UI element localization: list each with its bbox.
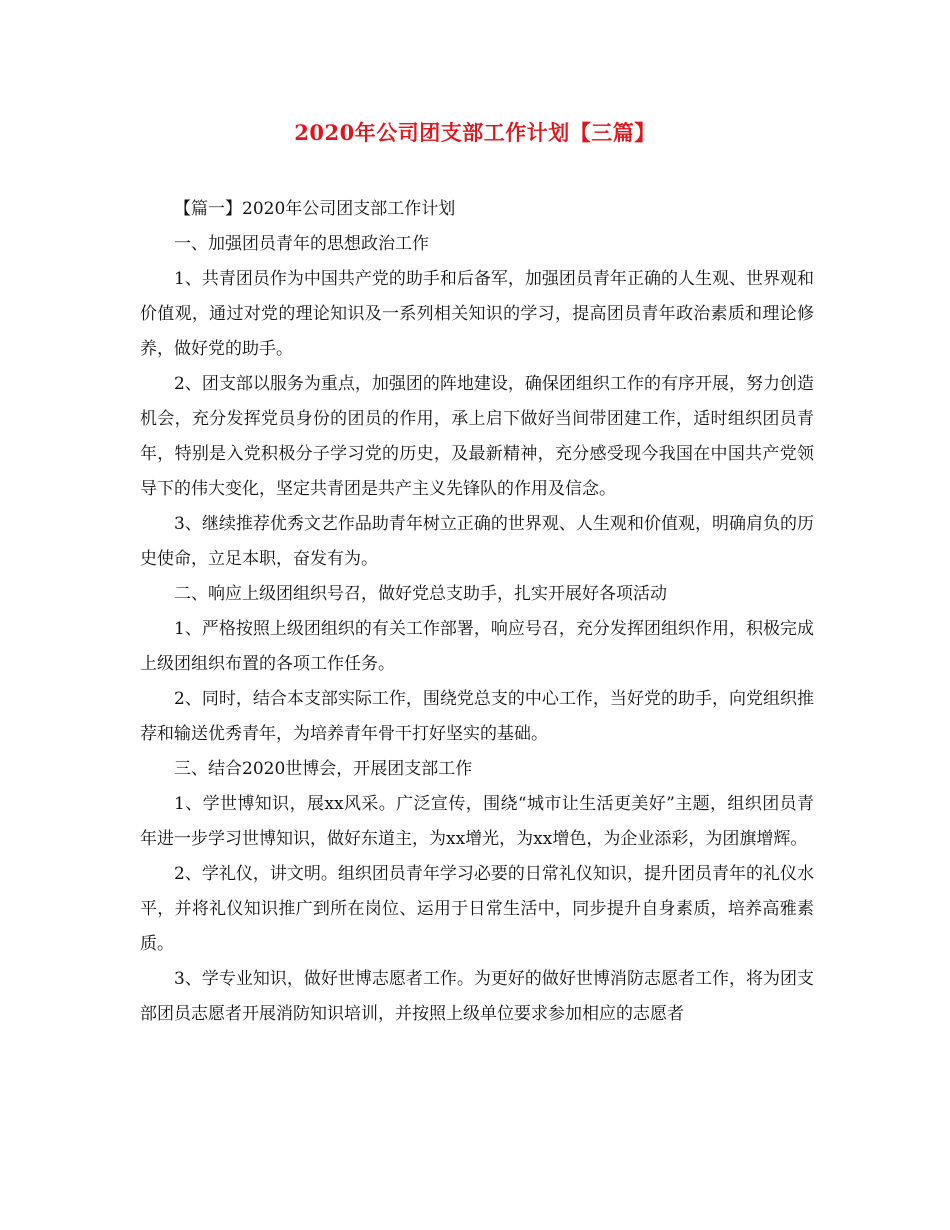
paragraph-1-2: 2、团支部以服务为重点，加强团的阵地建设，确保团组织工作的有序开展，努力创造机会，充分发挥党员身份的团员的作用，承上启下做好当间带团建工作，适时组织团员青年，特别是入党积极分子学习党的历史，及最新精神，充分感受现今我国在中国共产党领导下的伟大变化，坚定共青团是共产主义先锋队的作用及信念。 <box>140 374 814 499</box>
paragraph-1-3: 3、继续推荐优秀文艺作品助青年树立正确的世界观、人生观和价值观，明确肩负的历史使命，立足本职，奋发有为。 <box>140 514 814 569</box>
paragraph-3-1: 1、学世博知识，展xx风采。广泛宣传，围绕“城市让生活更美好”主题，组织团员青年进一步学习世博知识，做好东道主，为xx增光，为xx增色，为企业添彩，为团旗增辉。 <box>140 794 814 849</box>
paragraph-heading-1: 一、加强团员青年的思想政治工作 <box>174 234 429 254</box>
paragraph-section-heading: 【篇一】2020年公司团支部工作计划 <box>174 199 456 219</box>
paragraph-3-3: 3、学专业知识，做好世博志愿者工作。为更好的做好世博消防志愿者工作，将为团支部团员志愿者开展消防知识培训，并按照上级单位要求参加相应的志愿者 <box>140 969 814 1024</box>
paragraph-heading-3: 三、结合2020世博会，开展团支部工作 <box>174 759 473 779</box>
paragraph-heading-2: 二、响应上级团组织号召，做好党总支助手，扎实开展好各项活动 <box>174 584 667 604</box>
paragraph-3-2: 2、学礼仪，讲文明。组织团员青年学习必要的日常礼仪知识，提升团员青年的礼仪水平，并将礼仪知识推广到所在岗位、运用于日常生活中，同步提升自身素质，培养高雅素质。 <box>140 864 814 954</box>
document-title: 2020年公司团支部工作计划【三篇】 <box>294 120 656 145</box>
paragraph-1-1: 1、共青团员作为中国共产党的助手和后备军，加强团员青年正确的人生观、世界观和价值观，通过对党的理论知识及一系列相关知识的学习，提高团员青年政治素质和理论修养，做好党的助手。 <box>140 269 814 359</box>
paragraph-2-2: 2、同时，结合本支部实际工作，围绕党总支的中心工作，当好党的助手，向党组织推荐和输送优秀青年，为培养青年骨干打好坚实的基础。 <box>140 689 814 744</box>
paragraph-2-1: 1、严格按照上级团组织的有关工作部署，响应号召，充分发挥团组织作用，积极完成上级团组织布置的各项工作任务。 <box>140 619 814 674</box>
document-body <box>140 192 814 1032</box>
